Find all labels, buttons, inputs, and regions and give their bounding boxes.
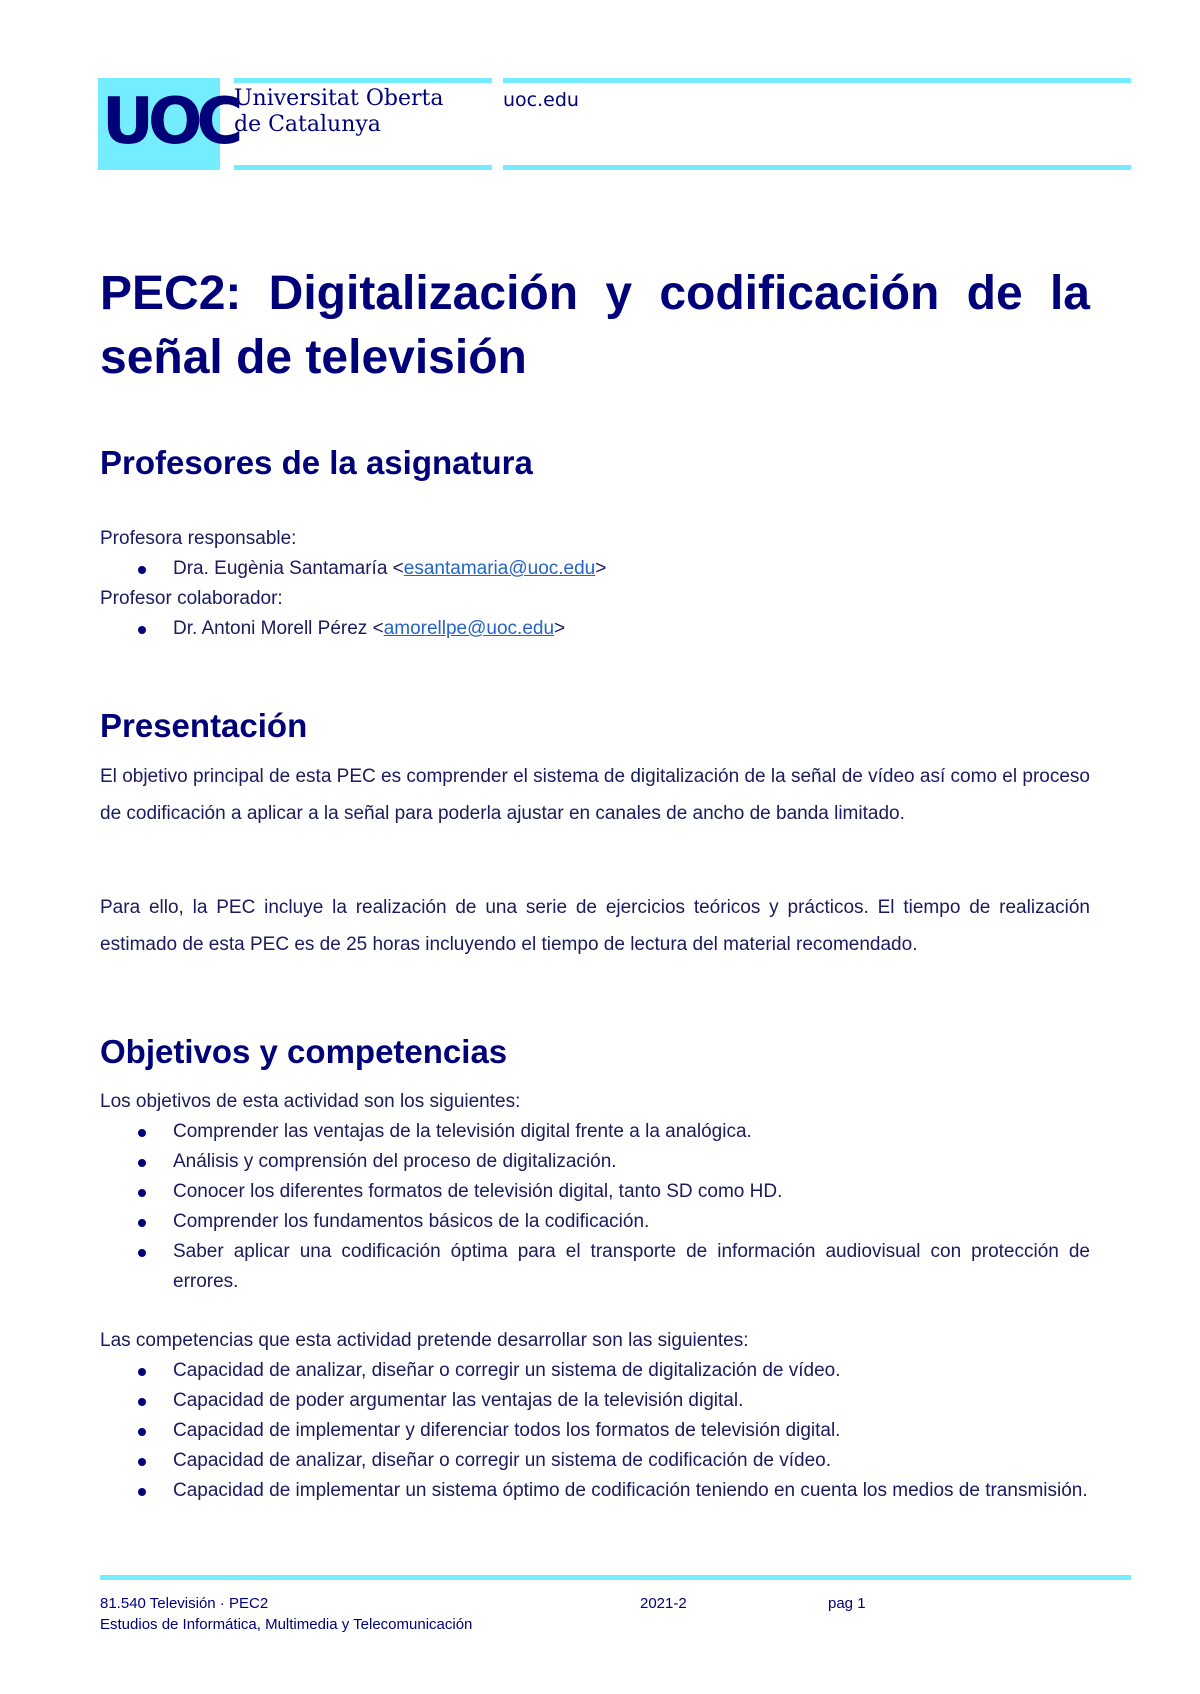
list-item: Capacidad de implementar y diferenciar todos los formatos de televisión digital. — [100, 1416, 1090, 1446]
bullet-icon — [138, 1398, 146, 1406]
header-bar-top-right — [503, 78, 1131, 83]
section-heading-objetivos: Objetivos y competencias — [100, 1033, 508, 1070]
bullet-icon — [138, 1488, 146, 1496]
bullet-icon — [138, 1249, 146, 1257]
footer-page-number: pag 1 — [828, 1595, 866, 1612]
bullet-icon — [138, 1428, 146, 1436]
bullet-icon — [138, 1219, 146, 1227]
presentacion-paragraph-1: El objetivo principal de esta PEC es comprender el sistema de digitalización de la señal de vídeo así como el proceso de codificación a aplicar a la señal para poderla ajustar en canales de ancho de banda limitado. — [100, 766, 1090, 824]
footer-course: 81.540 Televisión · PEC2 — [100, 1595, 269, 1612]
responsable-list — [100, 554, 1090, 584]
list-item: Capacidad de analizar, diseñar o corregir un sistema de codificación de vídeo. — [100, 1446, 1090, 1476]
university-name — [234, 86, 443, 138]
list-item: Capacidad de implementar un sistema óptimo de codificación teniendo en cuenta los medios de transmisión. — [100, 1476, 1090, 1506]
colaborador-label: Profesor colaborador: — [100, 588, 283, 609]
university-url[interactable]: uoc.edu — [503, 89, 579, 111]
list-item: Capacidad de poder argumentar las ventajas de la televisión digital. — [100, 1386, 1090, 1416]
colaborador-email-link[interactable]: amorellpe@uoc.edu — [383, 618, 555, 639]
logo-text: UOC — [102, 85, 238, 159]
document-title: PEC2: Digitalización y codificación de la señal de televisión — [100, 267, 1090, 384]
header-bar-bottom-left — [234, 165, 492, 170]
responsable-label: Profesora responsable: — [100, 528, 297, 549]
header-bar-bottom-right — [503, 165, 1131, 170]
university-name-line1: Universitat Oberta — [234, 86, 444, 111]
list-item: Capacidad de analizar, diseñar o corregir un sistema de digitalización de vídeo. — [100, 1356, 1090, 1386]
competencias-list — [100, 1356, 1090, 1506]
uoc-logo — [98, 78, 238, 170]
bullet-icon — [138, 1159, 146, 1167]
bullet-icon — [138, 1129, 146, 1137]
objetivos-list — [100, 1117, 1090, 1297]
list-item: Conocer los diferentes formatos de televisión digital, tanto SD como HD. — [100, 1177, 1090, 1207]
bullet-icon — [138, 1458, 146, 1466]
list-item: Comprender las ventajas de la televisión digital frente a la analógica. — [100, 1117, 1090, 1147]
header-bar-top-left — [234, 78, 492, 83]
bullet-icon — [138, 1189, 146, 1197]
list-item: Análisis y comprensión del proceso de digitalización. — [100, 1147, 1090, 1177]
list-item: Dr. Antoni Morell Pérez <amorellpe@uoc.edu> — [100, 614, 1090, 644]
footer-semester: 2021-2 — [640, 1595, 687, 1612]
bullet-icon — [138, 1368, 146, 1376]
competencias-intro: Las competencias que esta actividad pretende desarrollar son las siguientes: — [100, 1330, 749, 1351]
bullet-icon — [138, 626, 146, 634]
section-heading-presentacion: Presentación — [100, 707, 308, 744]
responsable-name: Dra. Eugènia Santamaría — [173, 558, 388, 579]
colaborador-list — [100, 614, 1090, 644]
section-heading-profesores: Profesores de la asignatura — [100, 444, 533, 481]
bullet-icon — [138, 566, 146, 574]
responsable-email-link[interactable]: esantamaria@uoc.edu — [403, 558, 596, 579]
objetivos-intro: Los objetivos de esta actividad son los siguientes: — [100, 1091, 521, 1112]
colaborador-name: Dr. Antoni Morell Pérez — [173, 618, 368, 639]
list-item: Comprender los fundamentos básicos de la codificación. — [100, 1207, 1090, 1237]
footer-department: Estudios de Informática, Multimedia y Telecomunicación — [100, 1616, 473, 1633]
footer-bar — [100, 1575, 1131, 1580]
university-name-line2: de Catalunya — [234, 112, 381, 137]
list-item: Dra. Eugènia Santamaría <esantamaria@uoc.edu> — [100, 554, 1090, 584]
list-item: Saber aplicar una codificación óptima para el transporte de información audiovisual con protección de errores. — [100, 1237, 1090, 1297]
presentacion-paragraph-2: Para ello, la PEC incluye la realización de una serie de ejercicios teóricos y prácticos. El tiempo de realización estimado de esta PEC es de 25 horas incluyendo el tiempo de lectura del material recomendado. — [100, 897, 1090, 955]
